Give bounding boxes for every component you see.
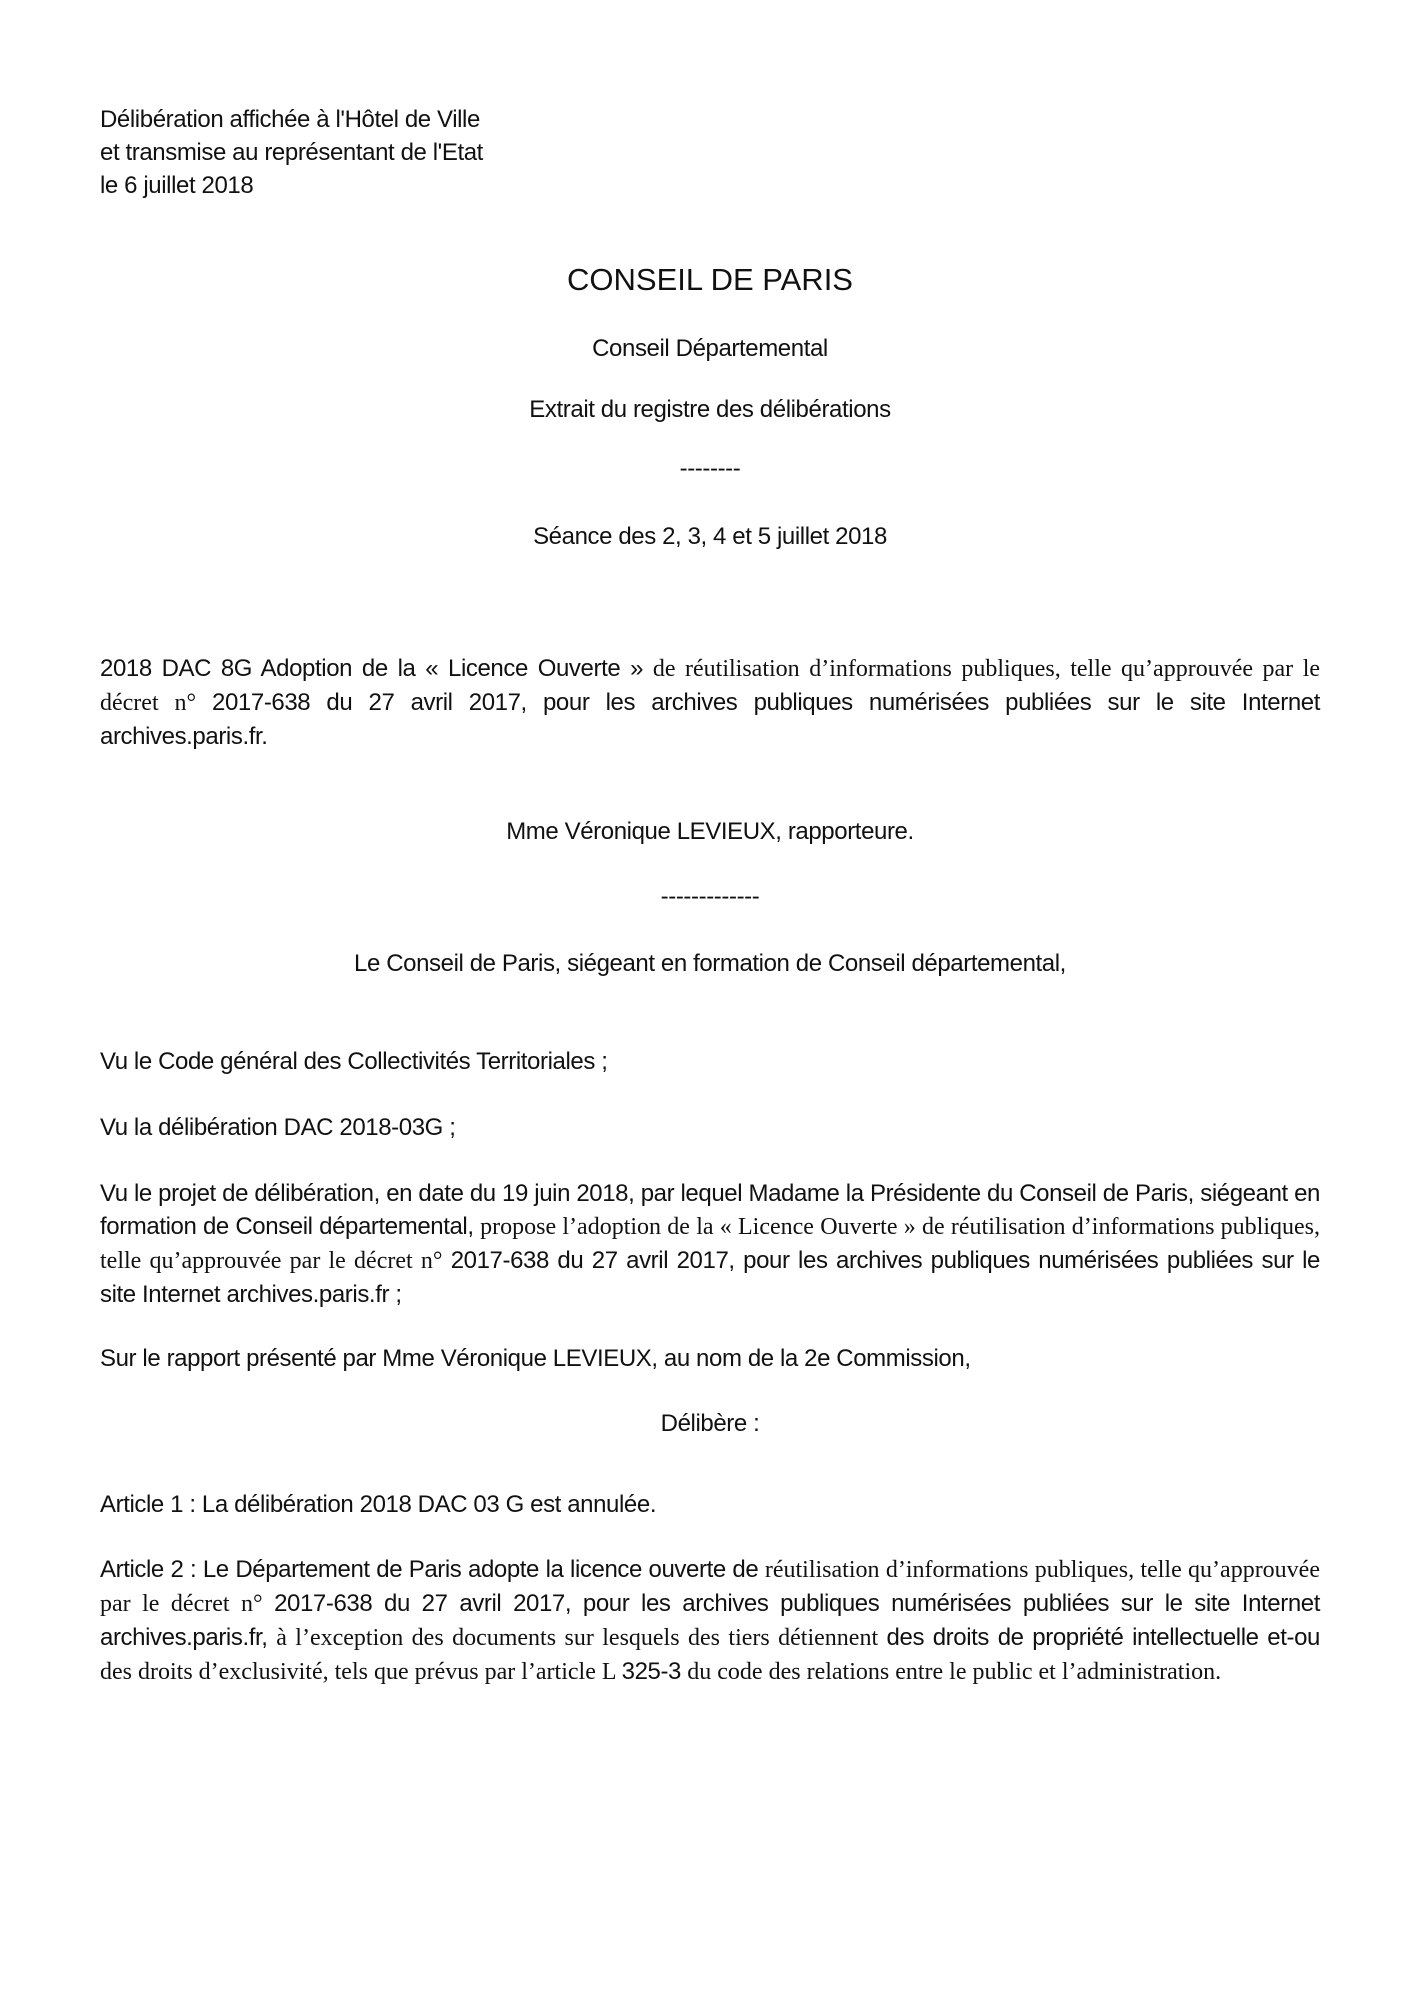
posting-notice-line: Délibération affichée à l'Hôtel de Ville bbox=[100, 106, 480, 133]
article-text: du code des relations entre le public et l’administration. bbox=[687, 1659, 1222, 1685]
article-text: 2017-638 du 27 avril 2017, pour les archives publiques numérisées publiées sur le site Internet archives.paris.fr, bbox=[100, 1590, 1320, 1651]
posting-notice-line: et transmise au représentant de l'Etat bbox=[100, 139, 483, 166]
preamble: Le Conseil de Paris, siégeant en formation de Conseil départemental, bbox=[354, 950, 1066, 977]
document-title: CONSEIL DE PARIS bbox=[567, 262, 853, 297]
register-label: Extrait du registre des délibérations bbox=[529, 396, 891, 423]
subject-reference: 2018 DAC 8G bbox=[100, 655, 253, 682]
consideration-report: Sur le rapport présenté par Mme Véronique LEVIEUX, au nom de la 2e Commission, bbox=[100, 1345, 971, 1372]
session-dates: Séance des 2, 3, 4 et 5 juillet 2018 bbox=[533, 523, 887, 550]
posting-notice bbox=[100, 103, 483, 202]
consideration-project bbox=[100, 1177, 1320, 1311]
deliberates-heading: Délibère : bbox=[660, 1410, 760, 1437]
separator: ------------- bbox=[660, 883, 760, 910]
article-text: des droits d’exclusivité, tels que prévus par l’article L bbox=[100, 1659, 622, 1685]
rapporteur: Mme Véronique LEVIEUX, rapporteure. bbox=[506, 818, 914, 845]
article-text: Article 2 : Le Département de Paris adopte la licence ouverte de bbox=[100, 1556, 765, 1583]
subject-text: 2017-638 du 27 avril 2017, pour les archives publiques numérisées publiées sur le site Internet archives.paris.fr. bbox=[100, 689, 1320, 750]
article-text: des droits de propriété intellectuelle et-ou bbox=[886, 1624, 1320, 1651]
consideration-text: propose l’adoption de la « Licence Ouverte » de réutilisation d’informations publiques, telle qu’approuvée par le décret n° bbox=[100, 1214, 1321, 1274]
subject-paragraph bbox=[100, 652, 1320, 753]
posting-notice-line: le 6 juillet 2018 bbox=[100, 172, 254, 199]
consideration-text: 2017-638 du 27 avril 2017, pour les archives publiques numérisées publiées sur le site Internet archives.paris.fr ; bbox=[100, 1247, 1320, 1308]
article-text: à l’exception des documents sur lesquels des tiers détiennent bbox=[276, 1625, 887, 1651]
separator: -------- bbox=[679, 455, 741, 482]
document-subtitle: Conseil Départemental bbox=[592, 335, 828, 362]
consideration-cgct: Vu le Code général des Collectivités Territoriales ; bbox=[100, 1048, 608, 1075]
article-1: Article 1 : La délibération 2018 DAC 03 G est annulée. bbox=[100, 1491, 657, 1518]
article-text: 325-3 bbox=[621, 1658, 688, 1685]
article-2 bbox=[100, 1553, 1320, 1689]
consideration-deliberation: Vu la délibération DAC 2018-03G ; bbox=[100, 1114, 456, 1141]
consideration-text: Vu le projet de délibération, en date du 19 juin 2018, par lequel Madame la Présidente du Conseil de Paris, siégeant en formation de Conseil départemental, bbox=[100, 1180, 1320, 1240]
article-text: réutilisation d’informations publiques, telle qu’approuvée par le décret n° bbox=[100, 1557, 1320, 1617]
subject-text: de réutilisation d’informations publiques, telle qu’approuvée par le décret n° bbox=[100, 656, 1321, 716]
subject-text: Adoption de la « Licence Ouverte » bbox=[252, 655, 653, 682]
